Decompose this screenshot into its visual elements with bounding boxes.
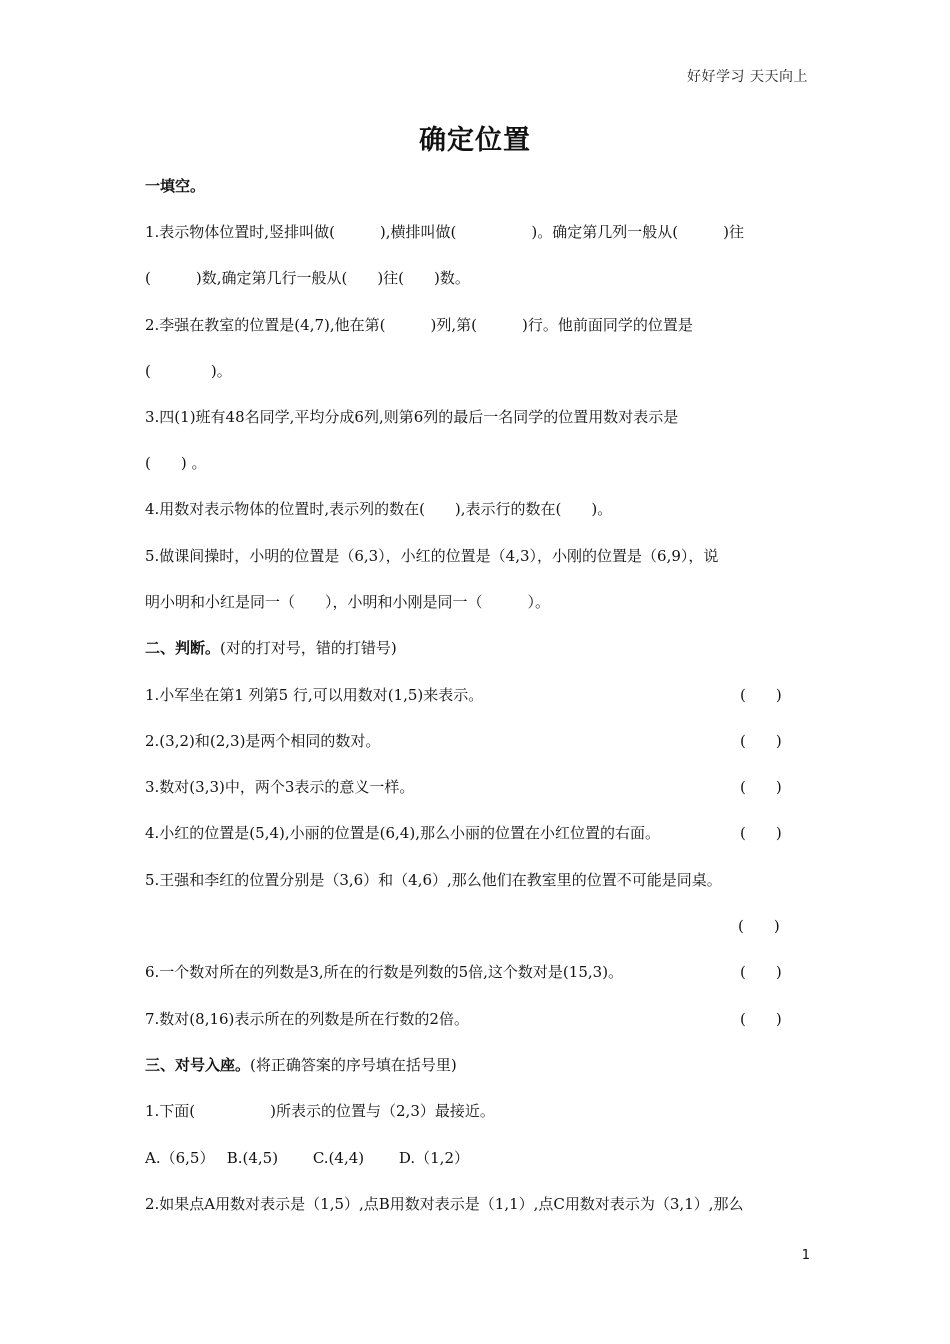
judge-answer-paren-5: ( )	[738, 917, 780, 935]
judge-item-5: 5.王强和李红的位置分别是（3,6）和（4,6）,那么他们在教室里的位置不可能是同桌。	[145, 871, 722, 889]
section1-line-6: ( ) 。	[145, 454, 207, 472]
judge-item-7: 7.数对(8,16)表示所在的列数是所在行数的2倍。	[145, 1010, 469, 1028]
judge-answer-paren-6: ( )	[740, 963, 782, 981]
section1-heading: 一填空。	[145, 177, 206, 195]
section3-heading	[145, 1055, 457, 1075]
section1-line-4: ( )。	[145, 362, 232, 380]
section3-note: (将正确答案的序号填在括号里)	[250, 1056, 457, 1074]
judge-answer-paren-7: ( )	[740, 1010, 782, 1028]
judge-item-2: 2.(3,2)和(2,3)是两个相同的数对。	[145, 732, 381, 750]
section1-line-7: 4.用数对表示物体的位置时,表示列的数在( ),表示行的数在( )。	[145, 500, 613, 518]
section1-line-1: 1.表示物体位置时,竖排叫做( ),横排叫做( )。确定第几列一般从( )往	[145, 223, 744, 241]
judge-item-6: 6.一个数对所在的列数是3,所在的行数是列数的5倍,这个数对是(15,3)。	[145, 963, 624, 981]
judge-item-4: 4.小红的位置是(5,4),小丽的位置是(6,4),那么小丽的位置在小红位置的右面。	[145, 824, 660, 842]
choice-options-1: A.（6,5） B.(4,5) C.(4,4) D.（1,2）	[145, 1149, 469, 1167]
judge-item-3: 3.数对(3,3)中，两个3表示的意义一样。	[145, 778, 415, 796]
section1-line-9: 明小明和小红是同一（ ），小明和小刚是同一（ ）。	[145, 593, 551, 611]
section1-line-3: 2.李强在教室的位置是(4,7),他在第( )列,第( )行。他前面同学的位置是	[145, 316, 693, 334]
section2-heading-text: 二、判断。	[145, 639, 221, 657]
page-number: 1	[801, 1248, 810, 1263]
section1-line-5: 3.四(1)班有48名同学,平均分成6列,则第6列的最后一名同学的位置用数对表示是	[145, 408, 679, 426]
judge-answer-paren-2: ( )	[740, 732, 782, 750]
choice-question-2: 2.如果点A用数对表示是（1,5）,点B用数对表示是（1,1）,点C用数对表示为（3,1）,那么	[145, 1195, 744, 1213]
header-motto: 好好学习 天天向上	[687, 69, 808, 85]
section1-line-2: ( )数,确定第几行一般从( )往( )数。	[145, 269, 470, 287]
judge-item-1: 1.小军坐在第1 列第5 行,可以用数对(1,5)来表示。	[145, 686, 484, 704]
judge-answer-paren-3: ( )	[740, 778, 782, 796]
section2-heading	[145, 638, 397, 658]
choice-question-1: 1.下面( )所表示的位置与（2,3）最接近。	[145, 1102, 495, 1120]
page-title: 确定位置	[419, 125, 531, 156]
judge-answer-paren-4: ( )	[740, 824, 782, 842]
section2-note: (对的打对号，错的打错号)	[220, 639, 397, 657]
section1-line-8: 5.做课间操时，小明的位置是（6,3），小红的位置是（4,3），小刚的位置是（6,9），说	[145, 547, 719, 565]
section3-heading-text: 三、对号入座。	[145, 1056, 251, 1074]
judge-answer-paren-1: ( )	[740, 686, 782, 704]
